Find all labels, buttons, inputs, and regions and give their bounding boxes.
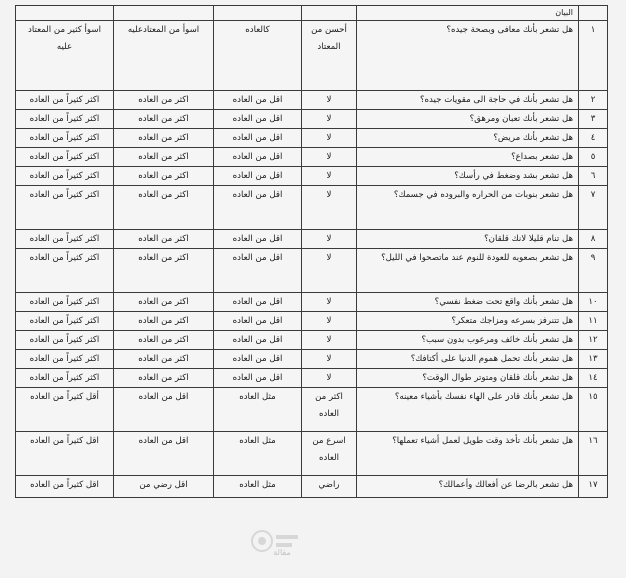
question-text: هل تشعر بأنك قادر على الهاء نفسك بأشياء معينه؟: [357, 388, 579, 432]
question-text: هل تتنرفز بسرعه ومزاجك متعكر؟: [357, 312, 579, 331]
answer-c: اكثر من العاده: [114, 186, 214, 230]
answer-c: اكثر من العاده: [114, 331, 214, 350]
answer-c: اكثر من العاده: [114, 110, 214, 129]
answer-b: مثل العاده: [214, 476, 302, 498]
answer-d: اكثر كثيراً من العاده: [16, 293, 114, 312]
header-empty-cell: [16, 6, 114, 21]
answer-b: اقل من العاده: [214, 249, 302, 293]
answer-d: اكثر كثيراً من العاده: [16, 148, 114, 167]
header-row: [16, 6, 608, 21]
row-number: ١: [579, 21, 608, 91]
answer-c: اكثر من العاده: [114, 249, 214, 293]
answer-a: لا: [302, 148, 357, 167]
answer-a: لا: [302, 293, 357, 312]
answer-b: اقل من العاده: [214, 369, 302, 388]
question-text: هل تشعر بأنك تحمل هموم الدنيا على أكتافك؟: [357, 350, 579, 369]
answer-d: اكثر كثيراً من العاده: [16, 350, 114, 369]
question-text: هل تنام قليلا لانك قلقان؟: [357, 230, 579, 249]
table-row: [16, 350, 608, 369]
answer-a: لا: [302, 129, 357, 148]
table-row: [16, 186, 608, 230]
question-text: هل تشعر بشد وضغط في رأسك؟: [357, 167, 579, 186]
questionnaire-body: [16, 6, 608, 498]
table-row: [16, 293, 608, 312]
answer-d: اكثر كثيراً من العاده: [16, 230, 114, 249]
answer-a: لا: [302, 230, 357, 249]
question-text: هل تشعر بأنك في حاجة الى مقويات جيده؟: [357, 91, 579, 110]
question-text: هل تشعر بأنك مريض؟: [357, 129, 579, 148]
table-row: [16, 312, 608, 331]
question-text: هل تشعر بأنك قلقان ومتوتر طوال الوقت؟: [357, 369, 579, 388]
question-text: هل تشعر بالرضا عن أفعالك وأعمالك؟: [357, 476, 579, 498]
answer-d: اقل كثيراً من العاده: [16, 476, 114, 498]
question-text: هل تشعر بأنك تأخذ وقت طويل لعمل أشياء تعملها؟: [357, 432, 579, 476]
answer-a: راضي: [302, 476, 357, 498]
row-number: ١١: [579, 312, 608, 331]
header-empty-cell: [114, 6, 214, 21]
row-number: ١٦: [579, 432, 608, 476]
header-empty-cell: [214, 6, 302, 21]
table-row: [16, 432, 608, 476]
answer-a: اكثر من العاده: [302, 388, 357, 432]
answer-a: لا: [302, 350, 357, 369]
answer-a: لا: [302, 249, 357, 293]
row-number: ٥: [579, 148, 608, 167]
table-row: [16, 21, 608, 91]
row-number: ١٠: [579, 293, 608, 312]
answer-b: مثل العاده: [214, 432, 302, 476]
answer-b: اقل من العاده: [214, 331, 302, 350]
question-text: هل تشعر بنوبات من الحراره والبروده في جسمك؟: [357, 186, 579, 230]
answer-a: لا: [302, 167, 357, 186]
answer-d: اكثر كثيراً من العاده: [16, 129, 114, 148]
answer-b: اقل من العاده: [214, 312, 302, 331]
row-number: ١٧: [579, 476, 608, 498]
answer-d: اكثر كثيراً من العاده: [16, 186, 114, 230]
answer-d: اكثر كثيراً من العاده: [16, 331, 114, 350]
row-number: ٦: [579, 167, 608, 186]
row-number: ٣: [579, 110, 608, 129]
answer-d: اكثر كثيراً من العاده: [16, 91, 114, 110]
answer-b: اقل من العاده: [214, 293, 302, 312]
table-row: [16, 167, 608, 186]
question-text: هل تشعر بأنك واقع تحت ضغط نفسي؟: [357, 293, 579, 312]
question-text: هل تشعر بصعوبه للعودة للنوم عند ماتصحوا في الليل؟: [357, 249, 579, 293]
table-row: [16, 388, 608, 432]
table-row: [16, 129, 608, 148]
header-empty-cell: [302, 6, 357, 21]
answer-c: اكثر من العاده: [114, 350, 214, 369]
table-row: [16, 249, 608, 293]
question-text: هل تشعر بأنك خائف ومرعوب بدون سبب؟: [357, 331, 579, 350]
row-number: ٢: [579, 91, 608, 110]
option-usual-header: كالعاده: [214, 21, 302, 91]
table-row: [16, 230, 608, 249]
answer-d: اكثر كثيراً من العاده: [16, 249, 114, 293]
answer-b: مثل العاده: [214, 388, 302, 432]
answer-c: اكثر من العاده: [114, 129, 214, 148]
answer-d: اكثر كثيراً من العاده: [16, 110, 114, 129]
answer-c: اكثر من العاده: [114, 293, 214, 312]
table-row: [16, 110, 608, 129]
answer-b: اقل من العاده: [214, 350, 302, 369]
answer-c: اقل من العاده: [114, 432, 214, 476]
answer-c: اقل رضي من: [114, 476, 214, 498]
answer-d: اقل كثيراً من العاده: [16, 432, 114, 476]
answer-a: لا: [302, 186, 357, 230]
table-row: [16, 91, 608, 110]
answer-c: اكثر من العاده: [114, 312, 214, 331]
question-text: هل تشعر بأنك تعبان ومرهق؟: [357, 110, 579, 129]
questionnaire-table: [15, 5, 608, 498]
answer-c: اكثر من العاده: [114, 369, 214, 388]
answer-b: اقل من العاده: [214, 230, 302, 249]
row-number: ٧: [579, 186, 608, 230]
row-number: ١٤: [579, 369, 608, 388]
question-text: هل تشعر بصداع؟: [357, 148, 579, 167]
option-worse-header: اسوأ من المعتادعليه: [114, 21, 214, 91]
option-much-worse-header: اسوأ كثير من المعتاد عليه: [16, 21, 114, 91]
answer-a: لا: [302, 91, 357, 110]
answer-c: اكثر من العاده: [114, 91, 214, 110]
answer-b: اقل من العاده: [214, 186, 302, 230]
option-better-header: أحسن من المعتاد: [302, 21, 357, 91]
answer-a: لا: [302, 110, 357, 129]
answer-c: اكثر من العاده: [114, 230, 214, 249]
answer-b: اقل من العاده: [214, 148, 302, 167]
answer-b: اقل من العاده: [214, 167, 302, 186]
answer-b: اقل من العاده: [214, 110, 302, 129]
row-number: ٤: [579, 129, 608, 148]
row-number: ١٥: [579, 388, 608, 432]
row-number: ٩: [579, 249, 608, 293]
answer-b: اقل من العاده: [214, 129, 302, 148]
table-row: [16, 369, 608, 388]
table-row: [16, 476, 608, 498]
answer-c: اقل من العاده: [114, 388, 214, 432]
answer-d: اكثر كثيراً من العاده: [16, 312, 114, 331]
answer-b: اقل من العاده: [214, 91, 302, 110]
header-label: البيان: [357, 6, 579, 21]
question-text: هل تشعر بأنك معافى وبصحة جيده؟: [357, 21, 579, 91]
row-number: ٨: [579, 230, 608, 249]
answer-c: اكثر من العاده: [114, 167, 214, 186]
answer-c: اكثر من العاده: [114, 148, 214, 167]
table-row: [16, 148, 608, 167]
table-row: [16, 331, 608, 350]
row-number: ١٢: [579, 331, 608, 350]
row-number: ١٣: [579, 350, 608, 369]
answer-d: أقل كثيراً من العاده: [16, 388, 114, 432]
watermark-text: مقالة: [273, 548, 291, 557]
answer-a: اسرع من العاده: [302, 432, 357, 476]
header-num-cell: [579, 6, 608, 21]
answer-a: لا: [302, 369, 357, 388]
answer-d: اكثر كثيراً من العاده: [16, 369, 114, 388]
answer-d: اكثر كثيراً من العاده: [16, 167, 114, 186]
answer-a: لا: [302, 312, 357, 331]
answer-a: لا: [302, 331, 357, 350]
